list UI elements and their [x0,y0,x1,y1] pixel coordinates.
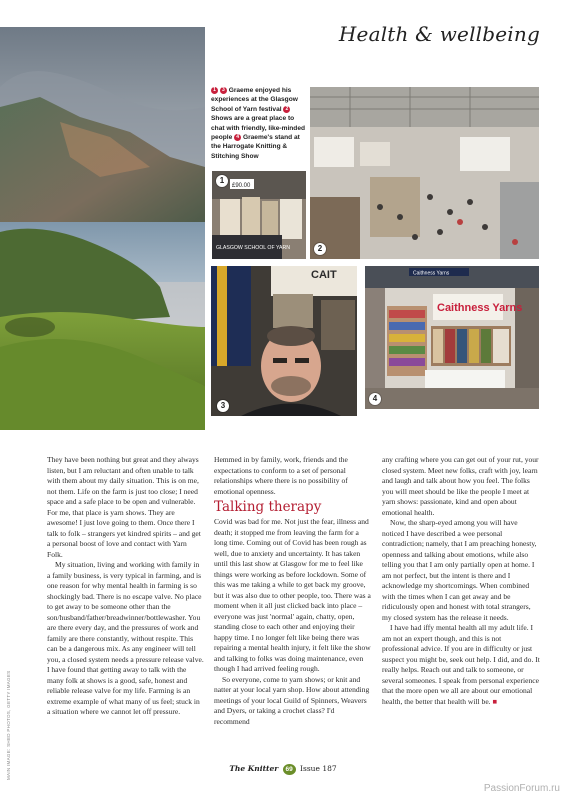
caption-line-1: Graeme enjoyed his experiences at the Glasgow School of Yarn festival [211,87,298,113]
photo-glasgow-stand [212,171,306,259]
photo-caption [211,86,306,161]
col2-intro: Hemmed in by family, work, friends and the expectations to conform to a set of personal relationships where there is no possibility of emotional openness. [214,455,348,496]
cait-sign-text: CAIT [311,269,337,281]
photo-badge-4: 4 [369,393,381,405]
page-footer [0,764,566,775]
photo-credit: MAIN IMAGE: SHED PHOTOS, GETTY IMAGES [6,670,11,780]
caption-line-2: Shows are a great place to chat with friendly, like-minded people [211,115,306,142]
photo-badge-1: 1 [216,175,228,187]
col2-paragraph-2: So everyone, come to yarn shows; or knit and natter at your local yarn shop. How about attending meetings of your local Guild of Spinners, Weavers and Dyers, or taking a crochet class? I'd recommend [214,674,370,726]
subheading-talking-therapy: Talking therapy [214,499,322,515]
photo-badge-3: 3 [217,400,229,412]
col3-paragraph-1: any crafting where you can get out of your rut, your closed system. Meet new folks, craft with joy, learn and laugh and talk about how you feel. The folks you will meet should be like the people I meet at yarn shows: passionate, kind and open about emotional health. [382,455,539,517]
price-sign-text: £90.00 [232,183,251,189]
photo-badge-2: 2 [314,243,326,255]
magazine-name: The Knitter [229,764,279,773]
article-column-1 [47,455,204,718]
caithness-sign-text: Caithness Yarns [437,302,523,314]
landscape-photo [0,27,205,430]
caption-badge-4: 4 [234,134,241,141]
caithness-small-sign-text: Caithness Yarns [413,270,450,277]
photo-caithness-stand [365,266,539,409]
photo-yarn-show-hall [310,87,539,259]
page-number: 69 [283,764,296,775]
col3-paragraph-2: Now, the sharp-eyed among you will have noticed I have described a wee personal contradiction; namely, that I am preaching honesty, openness and talking about emotions, while also telling you that I am only partially open at home. I am not perfect, but the intent is there and I acknowledge my shortcomings. When combined with the times when I can get away and be ridiculously open and honest with total strangers, my closed system has the release it needs. [382,518,537,622]
caption-badge-3: 3 [220,87,227,94]
col3-paragraph-3: I have had iffy mental health all my adult life. I am not an expert though, and this is not professional advice. If you are in difficulty or just suspect you might be, seek out help. I did, and do. It really helps. Reach out and talk to someone, or several someones. I speak from personal experience that the more open we all are about our emotional health, the better that health will be. ■ [382,623,540,706]
article-column-3 [382,455,540,707]
caption-line-3: Graeme's stand at the Harrogate Knitting & Stitching Show [211,134,300,160]
section-title: Health & wellbeing [338,22,540,46]
end-mark-icon: ■ [492,696,498,706]
issue-number: Issue 187 [300,764,337,773]
col1-paragraph-1: They have been nothing but great and they always listen, but I am reluctant and often unable to talk with them about my daily situation. This is on me, not them. Life on the farm is just too close; I need space and a safe place to be open and vulnerable. For me, that place is yarn shows. They are awesome! I just love going to them. Once there I talk to folk – strangers yet kindred spirits – and get a personal boost of love and contact with Yarn Folk. [47,455,201,559]
watermark: PassionForum.ru [483,783,560,794]
col2-paragraph-1: Covid was bad for me. Not just the fear, illness and death; it stopped me from leaving the farm for a long time. Coming out of Covid has been rough as well, due to anxiety and uncertainty. It has taken until this last show at Glasgow for me to feel like things were working as before lockdown. Some of this was me taking a while to get back my groove, but it was also due to other people, too. There was a moment when it all just clicked back into place – everyone was just 'normal' again, chatty, open, standing close to each other and enjoying their happy time. I no longer felt like being there was repairing a mental health injury, it felt like the show and talking to folks was doing maintenance, even though I had arrived feeling rough. [214,517,371,673]
photo-graeme-selfie [211,266,357,416]
caption-badge-2: 2 [283,106,290,113]
glasgow-sign-text: GLASGOW SCHOOL OF YARN [216,245,290,251]
col1-paragraph-2: My situation, living and working with family in a family business, is very typical in farming, and is one reason for why mental health in farming is so shockingly bad. There is no escape valve. No place to get away to be someone other than the son/husband/father/breadwinner/bottlewasher. You are there every day, and the pressures of work and family are there constantly, without respite. This can be a dangerous mix. As any engineer will tell you, a closed system needs a pressure release valve. I have found that getting away to talk with the many folk at shows is a good, safe, honest and reliable release valve for my life. Farming is an extreme example of what many of us feel; stuck in a situation where we cannot let off pressure. [47,560,204,716]
caption-badge-1: 1 [211,87,218,94]
article-column-2 [214,455,371,727]
